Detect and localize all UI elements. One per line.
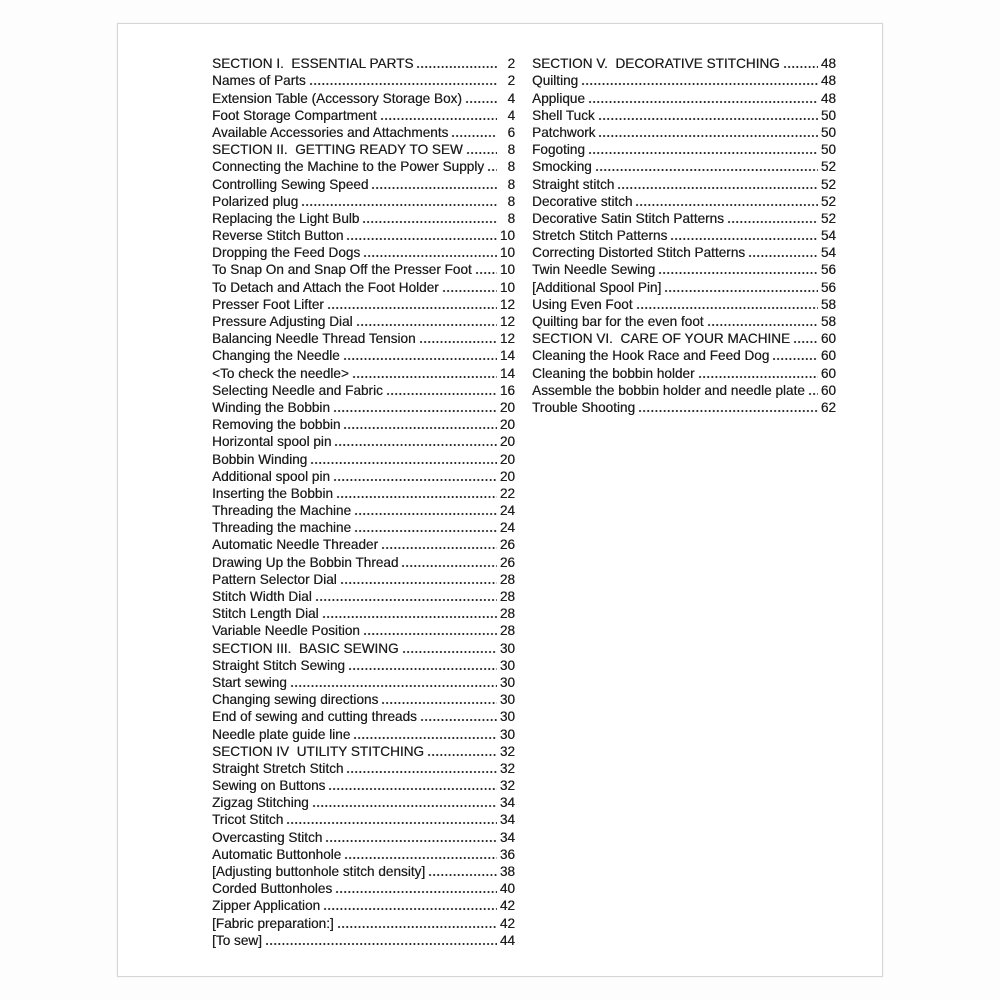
toc-page-number: 34 [499,795,515,811]
toc-page-number: 32 [499,760,515,776]
dot-leader [487,167,497,173]
toc-entry-label: Cleaning the bobbin holder [532,365,695,381]
toc-entry-label: Smocking [532,159,592,175]
toc-entry-row [532,140,836,157]
toc-page-number: 20 [499,434,515,450]
dot-leader [617,185,818,191]
toc-entry-label: Connecting the Machine to the Power Supply [212,159,485,175]
dot-leader [328,786,497,792]
toc-column-right [532,54,836,415]
toc-entry-row [212,449,515,466]
dot-leader [748,253,818,259]
toc-page-number: 32 [499,778,515,794]
toc-entry-row [212,501,515,518]
toc-page-number: 34 [499,829,515,845]
toc-page-number: 20 [499,399,515,415]
toc-entry-label: Changing the Needle [212,348,340,364]
toc-page-number: 30 [499,709,515,725]
toc-page-number: 22 [499,485,515,501]
dot-leader [371,185,497,191]
toc-entry-row [212,690,515,707]
toc-entry-row [212,724,515,741]
toc-entry-row [212,707,515,724]
dot-leader [664,288,818,294]
toc-entry-row [212,71,515,88]
toc-entry-row [212,827,515,844]
toc-entry-row [212,432,515,449]
toc-entry-row [212,759,515,776]
toc-entry-row [212,552,515,569]
toc-page-number: 36 [499,846,515,862]
toc-page-number: 52 [820,210,836,226]
dot-leader [451,133,497,139]
toc-page-number: 10 [499,262,515,278]
toc-page-number: 10 [499,279,515,295]
toc-entry-row [532,260,836,277]
toc-entry-label: Patchwork [532,124,596,140]
dot-leader [334,442,497,448]
toc-section-heading-row [212,638,515,655]
dot-leader [301,202,497,208]
dot-leader [343,425,497,431]
dot-leader [323,906,497,912]
toc-entry-row [212,587,515,604]
toc-page-number: 30 [499,674,515,690]
toc-entry-row [532,346,836,363]
toc-entry-label: Drawing Up the Bobbin Thread [212,554,399,570]
toc-section-heading-row [532,54,836,71]
toc-entry-row [532,226,836,243]
toc-page-number: 12 [499,296,515,312]
toc-entry-row [212,88,515,105]
dot-leader [381,700,497,706]
dot-leader [465,99,497,105]
toc-page-number: 20 [499,451,515,467]
toc-page-number: 50 [820,107,836,123]
toc-entry-row [212,157,515,174]
toc-entry-row [532,398,836,415]
toc-entry-row [212,363,515,380]
toc-page-number: 32 [499,743,515,759]
toc-entry-label: Needle plate guide line [212,726,351,742]
toc-entry-label: Decorative Satin Stitch Patterns [532,210,724,226]
toc-entry-label: Dropping the Feed Dogs [212,245,361,261]
toc-entry-label: Fogoting [532,142,585,158]
toc-entry-row [212,381,515,398]
toc-page-number: 58 [820,314,836,329]
toc-entry-label: Horizontal spool pin [212,434,332,450]
toc-section-heading-row [532,329,836,346]
dot-leader [363,253,497,259]
dot-leader [312,803,497,809]
toc-entry-row [212,243,515,260]
dot-leader [658,270,818,276]
toc-entry-row [212,776,515,793]
toc-entry-row [212,106,515,123]
toc-page-number: 26 [499,537,515,553]
toc-entry-label: Foot Storage Compartment [212,107,377,123]
toc-page-number: 60 [820,348,836,364]
dot-leader [427,752,497,758]
dot-leader [354,528,497,534]
dot-leader [419,339,497,345]
toc-page-number: 56 [820,279,836,295]
toc-entry-label: Stretch Stitch Patterns [532,228,668,244]
toc-page-number: 60 [820,331,836,347]
toc-entry-label: Sewing on Buttons [212,778,326,794]
toc-page-number: 4 [507,90,515,106]
toc-entry-row [212,295,515,312]
toc-page-number: 20 [499,468,515,484]
toc-page-number: 16 [499,382,515,398]
dot-leader [638,408,818,414]
dot-leader [354,511,497,517]
toc-page-number: 30 [499,657,515,673]
toc-entry-row [212,329,515,346]
dot-leader [428,872,497,878]
dot-leader [381,545,497,551]
toc-page-number: 6 [507,124,515,140]
dot-leader [707,322,818,328]
toc-page-number: 8 [507,142,515,158]
toc-entry-label: Overcasting Stitch [212,829,323,845]
dot-leader [310,460,497,466]
toc-entry-row [532,277,836,294]
dot-leader [595,167,818,173]
toc-entry-label: Variable Needle Position [212,623,360,639]
toc-entry-label: Controlling Sewing Speed [212,176,369,192]
dot-leader [670,236,818,242]
dot-leader [442,288,497,294]
toc-page-number: 10 [499,245,515,261]
toc-entry-row [212,845,515,862]
toc-entry-row [532,71,836,88]
toc-entry-label: Bobbin Winding [212,451,308,467]
toc-entry-label: To Snap On and Snap Off the Presser Foot [212,262,472,278]
dot-leader [475,270,497,276]
dot-leader [598,133,818,139]
toc-entry-label: SECTION VI. CARE OF YOUR MACHINE [532,331,791,347]
toc-entry-label: Shell Tuck [532,107,595,123]
toc-entry-row [532,123,836,140]
toc-entry-row [532,243,836,260]
toc-entry-label: Decorative stitch [532,193,633,209]
toc-entry-label: Start sewing [212,674,287,690]
toc-entry-label: Tricot Stitch [212,812,284,828]
toc-entry-row [532,295,836,312]
toc-entry-label: Assemble the bobbin holder and needle plate [532,382,805,398]
toc-entry-label: [Additional Spool Pin] [532,279,662,295]
toc-entry-label: Quilting [532,73,579,89]
toc-page-number: 48 [820,56,836,72]
toc-entry-row [532,381,836,398]
toc-page-number: 12 [499,314,515,329]
toc-entry-label: Cleaning the Hook Race and Feed Dog [532,348,770,364]
toc-entry-row [212,879,515,896]
toc-entry-label: Straight Stretch Stitch [212,760,344,776]
dot-leader [598,116,818,122]
dot-leader [698,374,819,380]
dot-leader [386,391,497,397]
toc-entry-label: Straight Stitch Sewing [212,657,345,673]
toc-page-number: 52 [820,176,836,192]
toc-entry-row [212,518,515,535]
dot-leader [325,838,497,844]
dot-leader [286,820,497,826]
toc-entry-label: SECTION I. ESSENTIAL PARTS [212,56,414,72]
toc-page-number: 10 [499,228,515,244]
toc-page-number: 14 [499,365,515,381]
toc-entry-row [212,604,515,621]
dot-leader [352,374,497,380]
toc-entry-row [212,260,515,277]
toc-entry-label: SECTION V. DECORATIVE STITCHING [532,56,780,72]
toc-entry-label: Removing the bobbin [212,417,341,433]
manual-toc-page [117,23,883,977]
toc-entry-row [532,209,836,226]
toc-entry-label: [To sew] [212,932,262,948]
dot-leader [322,614,497,620]
dot-leader [356,322,497,328]
dot-leader [327,305,497,311]
dot-leader [588,150,818,156]
toc-entry-label: Replacing the Light Bulb [212,210,360,226]
toc-entry-label: SECTION III. BASIC SEWING [212,640,399,656]
toc-entry-row [212,535,515,552]
dot-leader [783,64,818,70]
toc-page-number: 28 [499,623,515,639]
toc-section-heading-row [212,742,515,759]
toc-page-number: 24 [499,520,515,536]
toc-entry-label: Corded Buttonholes [212,881,333,897]
toc-entry-label: Zipper Application [212,898,321,914]
toc-entry-row [212,810,515,827]
toc-page-number: 42 [499,915,515,931]
toc-entry-row [212,484,515,501]
toc-entry-row [212,277,515,294]
dot-leader [416,64,497,70]
toc-entry-label: [Fabric preparation:] [212,915,334,931]
toc-entry-row [212,467,515,484]
toc-entry-row [212,192,515,209]
toc-page-number: 52 [820,193,836,209]
toc-entry-row [532,106,836,123]
toc-page-number: 8 [507,193,515,209]
toc-entry-label: Stitch Width Dial [212,589,312,604]
toc-section-heading-row [212,140,515,157]
toc-page-number: 50 [820,142,836,158]
toc-page-number: 54 [820,245,836,261]
toc-entry-label: Names of Parts [212,73,306,89]
toc-entry-row [212,931,515,948]
dot-leader [346,236,497,242]
dot-leader [362,219,497,225]
toc-entry-label: Zigzag Stitching [212,795,309,811]
toc-entry-label: Available Accessories and Attachments [212,124,449,140]
toc-entry-row [212,862,515,879]
toc-entry-label: Extension Table (Accessory Storage Box) [212,90,462,106]
toc-page-number: 48 [820,73,836,89]
toc-entry-label: Polarized plug [212,193,299,209]
toc-section-heading-row [212,54,515,71]
dot-leader [581,81,818,87]
toc-page-number: 58 [820,296,836,312]
toc-page-number: 60 [820,365,836,381]
dot-leader [333,408,497,414]
dot-leader [466,150,497,156]
toc-entry-row [212,621,515,638]
toc-page-number: 42 [499,898,515,914]
dot-leader [402,649,497,655]
dot-leader [315,597,497,603]
toc-entry-label: Threading the machine [212,520,352,536]
toc-entry-row [212,570,515,587]
toc-entry-label: SECTION IV UTILITY STITCHING [212,743,424,759]
toc-page-number: 2 [507,56,515,72]
toc-page-number: 30 [499,726,515,742]
toc-entry-label: Threading the Machine [212,503,352,519]
toc-entry-label: Additional spool pin [212,468,330,484]
dot-leader [420,717,497,723]
toc-page-number: 40 [499,881,515,897]
toc-page-number: 52 [820,159,836,175]
dot-leader [808,391,818,397]
dot-leader [635,202,818,208]
toc-page-number: 62 [820,399,836,415]
toc-entry-label: Automatic Buttonhole [212,846,342,862]
dot-leader [333,477,497,483]
toc-entry-row [212,913,515,930]
toc-page-number: 28 [499,589,515,604]
dot-leader [348,666,497,672]
toc-entry-label: <To check the needle> [212,365,349,381]
dot-leader [401,563,497,569]
dot-leader [309,81,497,87]
toc-page-number: 28 [499,606,515,622]
dot-leader [588,99,818,105]
toc-entry-label: Presser Foot Lifter [212,296,324,312]
dot-leader [290,683,497,689]
toc-page-number: 54 [820,228,836,244]
toc-page-number: 8 [507,210,515,226]
toc-entry-label: Pressure Adjusting Dial [212,314,353,329]
toc-entry-label: Stitch Length Dial [212,606,319,622]
toc-entry-row [212,415,515,432]
dot-leader [335,889,497,895]
toc-page-number: 4 [507,107,515,123]
toc-page-number: 26 [499,554,515,570]
toc-entry-label: [Adjusting buttonhole stitch density] [212,864,426,879]
toc-entry-row [532,192,836,209]
toc-entry-label: Correcting Distorted Stitch Patterns [532,245,746,261]
toc-entry-row [212,123,515,140]
toc-entry-row [212,226,515,243]
toc-entry-label: Twin Needle Sewing [532,262,656,278]
dot-leader [636,305,819,311]
toc-page-number: 20 [499,417,515,433]
toc-page-number: 24 [499,503,515,519]
dot-leader [727,219,818,225]
toc-page-number: 34 [499,812,515,828]
dot-leader [336,494,497,500]
toc-page-number: 60 [820,382,836,398]
toc-page-number: 30 [499,692,515,708]
toc-entry-row [212,174,515,191]
toc-page-number: 50 [820,124,836,140]
toc-page-number: 8 [507,159,515,175]
dot-leader [346,769,497,775]
toc-entry-label: Reverse Stitch Button [212,228,344,244]
dot-leader [772,356,818,362]
toc-entry-row [532,312,836,329]
toc-page-number: 8 [507,176,515,192]
toc-entry-label: Applique [532,90,585,106]
toc-entry-row [532,157,836,174]
toc-page-number: 56 [820,262,836,278]
dot-leader [353,735,497,741]
dot-leader [340,580,497,586]
toc-entry-label: Straight stitch [532,176,615,192]
toc-entry-label: End of sewing and cutting threads [212,709,417,725]
toc-entry-label: Quilting bar for the even foot [532,314,704,329]
toc-entry-row [212,793,515,810]
toc-entry-label: Selecting Needle and Fabric [212,382,383,398]
toc-entry-row [212,312,515,329]
toc-entry-label: Trouble Shooting [532,399,636,415]
toc-page-number: 30 [499,640,515,656]
toc-page-number: 14 [499,348,515,364]
toc-page-number: 38 [499,864,515,879]
toc-entry-label: Winding the Bobbin [212,399,330,415]
toc-entry-row [212,346,515,363]
toc-page-number: 44 [499,932,515,948]
toc-entry-row [212,209,515,226]
toc-page-number: 48 [820,90,836,106]
toc-entry-row [532,363,836,380]
toc-entry-label: Automatic Needle Threader [212,537,378,553]
toc-page-number: 28 [499,571,515,587]
toc-entry-label: To Detach and Attach the Foot Holder [212,279,439,295]
toc-column-left [212,54,515,948]
dot-leader [265,941,497,947]
toc-entry-label: Inserting the Bobbin [212,485,333,501]
dot-leader [380,116,497,122]
toc-entry-label: Using Even Foot [532,296,633,312]
toc-entry-row [212,398,515,415]
dot-leader [363,631,497,637]
toc-entry-label: Balancing Needle Thread Tension [212,331,416,347]
dot-leader [343,356,497,362]
toc-entry-row [212,673,515,690]
dot-leader [793,339,818,345]
toc-entry-label: Changing sewing directions [212,692,379,708]
toc-page-number: 2 [507,73,515,89]
toc-entry-label: Pattern Selector Dial [212,571,337,587]
toc-page-number: 12 [499,331,515,347]
toc-entry-label: SECTION II. GETTING READY TO SEW [212,142,463,158]
toc-entry-row [212,656,515,673]
toc-entry-row [212,896,515,913]
toc-entry-row [532,174,836,191]
dot-leader [337,924,497,930]
toc-entry-row [532,88,836,105]
dot-leader [344,855,497,861]
